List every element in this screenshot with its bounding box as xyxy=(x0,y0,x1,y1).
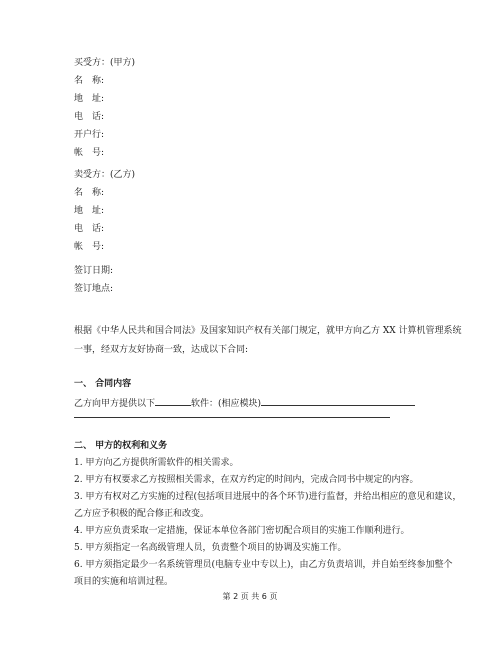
section-1-text-a: 乙方向甲方提供以下 xyxy=(74,399,156,409)
software-blank xyxy=(155,396,191,406)
seller-name-label: 名 称: xyxy=(74,188,105,198)
section-1-content xyxy=(74,396,415,410)
section-2-item-4: 4. 甲方应负责采取一定措施，保证本单位各部门密切配合项目的实施工作顺利进行。 xyxy=(74,526,410,536)
section-1-title: 一、 合同内容 xyxy=(74,379,132,389)
seller-account-label: 帐 号: xyxy=(74,242,105,252)
section-2-item-5: 5. 甲方须指定一名高级管理人员，负责整个项目的协调及实施工作。 xyxy=(74,543,347,553)
buyer-address-label: 地 址: xyxy=(74,94,105,104)
section-2-item-2: 2. 甲方有权要求乙方按照相关需求，在双方约定的时间内，完成合同书中规定的内容。 xyxy=(74,475,419,485)
section-2-item-1: 1. 甲方向乙方提供所需软件的相关需求。 xyxy=(74,458,239,468)
buyer-phone-label: 电 话: xyxy=(74,112,105,122)
section-1-rule xyxy=(74,417,390,418)
section-2-item-3: 3. 甲方有权对乙方实施的过程(包括项目进展中的各个环节)进行监督，并给出相应的意见和建议， xyxy=(74,492,462,502)
intro-line-2: 一事，经双方友好协商一致，达成以下合同: xyxy=(74,345,249,355)
signing-date-label: 签订日期: xyxy=(74,266,114,276)
intro-line-1: 根据《中华人民共和国合同法》及国家知识产权有关部门规定，就甲方向乙方 XX 计算机管理系统 xyxy=(74,326,462,336)
section-1-text-b: 软件：(相应模块) xyxy=(191,399,262,409)
modules-blank xyxy=(261,396,415,406)
buyer-heading: 买受方：(甲方) xyxy=(74,58,136,68)
buyer-name-label: 名 称: xyxy=(74,76,105,86)
section-2-item-6: 6. 甲方须指定最少一名系统管理员(电脑专业中专以上)，由乙方负责培训，并自始至终参加整个 xyxy=(74,560,453,570)
seller-phone-label: 电 话: xyxy=(74,224,105,234)
page-number-footer: 第 2 页 共 6 页 xyxy=(222,592,278,601)
section-2-item-3-cont: 乙方应予积极的配合修正和改变。 xyxy=(74,509,210,519)
seller-address-label: 地 址: xyxy=(74,206,105,216)
section-2-item-6-cont: 项目的实施和培训过程。 xyxy=(74,577,174,587)
signing-place-label: 签订地点: xyxy=(74,284,114,294)
section-2-title: 二、 甲方的权利和义务 xyxy=(74,441,168,451)
seller-heading: 卖受方：(乙方) xyxy=(74,170,136,180)
buyer-bank-label: 开户行: xyxy=(74,130,105,140)
buyer-account-label: 帐 号: xyxy=(74,148,105,158)
